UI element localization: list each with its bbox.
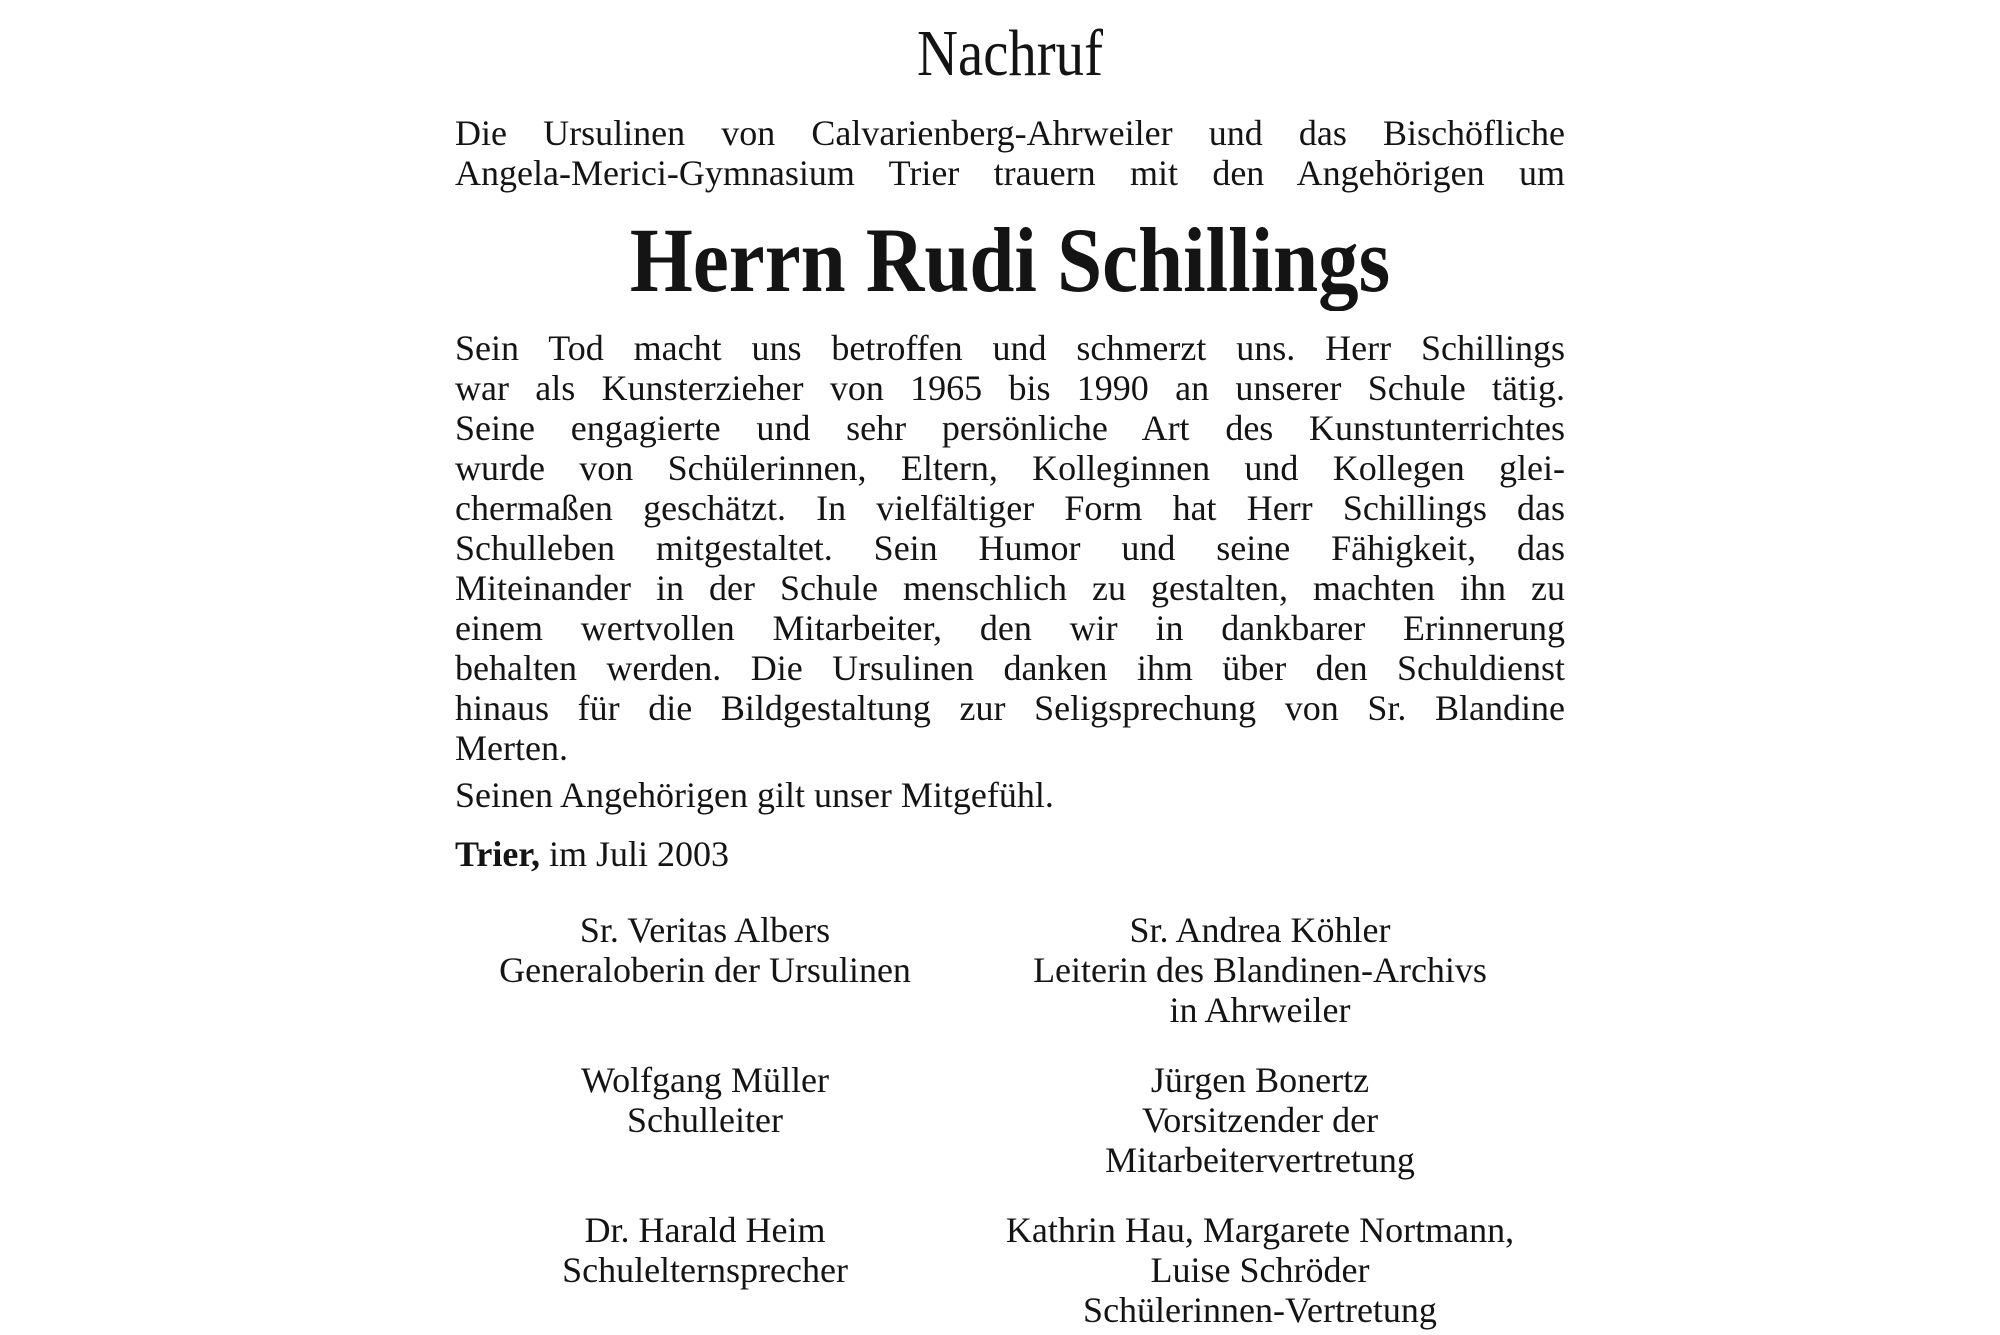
- signatory-name: Wolfgang Müller: [580, 1060, 830, 1100]
- signature-block: [455, 1210, 955, 1290]
- date: im Juli 2003: [548, 834, 730, 874]
- deceased-name: Herrn Rudi Schillings: [629, 209, 1391, 311]
- signatory-name: Sr. Veritas Albers: [579, 910, 831, 950]
- signatory-role: Schulelternsprecher: [562, 1250, 848, 1290]
- tribute-line: Miteinander in der Schule menschlich zu gestalten, machten ihn zu: [455, 568, 1565, 608]
- tribute-line: hinaus für die Bildgestaltung zur Seligsprechung von Sr. Blandine: [455, 688, 1565, 728]
- signature-block: [455, 910, 955, 990]
- signatory-role: in Ahrweiler: [1169, 990, 1351, 1030]
- tribute-line: behalten werden. Die Ursulinen danken ihm über den Schuldienst: [455, 648, 1565, 688]
- signatory-name: Jürgen Bonertz: [1150, 1060, 1370, 1100]
- signature-block: [455, 1060, 955, 1140]
- signatory-name: Dr. Harald Heim: [584, 1210, 826, 1250]
- notice-heading: Nachruf: [917, 17, 1103, 90]
- signatory-role: Generaloberin der Ursulinen: [499, 950, 911, 990]
- tribute-line: Seine engagierte und sehr persönliche Art des Kunstunterrichtes: [455, 408, 1565, 448]
- tribute-line: Merten.: [455, 728, 568, 768]
- tribute-line: Schulleben mitgestaltet. Sein Humor und seine Fähigkeit, das: [455, 528, 1565, 568]
- signatory-name: Sr. Andrea Köhler: [1129, 910, 1391, 950]
- sympathy-line: Seinen Angehörigen gilt unser Mitgefühl.: [455, 775, 1054, 815]
- intro-paragraph: [455, 113, 1565, 193]
- signatory-role: Vorsitzender der: [1141, 1100, 1379, 1140]
- signatory-name: Kathrin Hau, Margarete Nortmann,: [1005, 1210, 1515, 1250]
- signatory-role: Leiterin des Blandinen-Archivs: [1033, 950, 1487, 990]
- signature-block: [955, 1210, 1565, 1330]
- signatory-role: Mitarbeitervertretung: [1105, 1140, 1415, 1180]
- signature-block: [955, 910, 1565, 1030]
- place: Trier,: [455, 834, 540, 874]
- tribute-line: chermaßen geschätzt. In vielfältiger Form hat Herr Schillings das: [455, 488, 1565, 528]
- signatory-role: Schülerinnen-Vertretung: [1083, 1290, 1437, 1330]
- intro-line: Die Ursulinen von Calvarienberg-Ahrweiler und das Bischöfliche: [455, 113, 1565, 153]
- intro-line: Angela-Merici-Gymnasium Trier trauern mit den Angehörigen um: [455, 153, 1565, 193]
- signature-block: [955, 1060, 1565, 1180]
- signatory-role: Schulleiter: [627, 1100, 783, 1140]
- tribute-line: wurde von Schülerinnen, Eltern, Kolleginnen und Kollegen glei-: [455, 448, 1565, 488]
- place-date: [455, 834, 729, 874]
- tribute-line: war als Kunsterzieher von 1965 bis 1990 an unserer Schule tätig.: [455, 368, 1565, 408]
- tribute-line: einem wertvollen Mitarbeiter, den wir in dankbarer Erinnerung: [455, 608, 1565, 648]
- tribute-line: Sein Tod macht uns betroffen und schmerzt uns. Herr Schillings: [455, 328, 1565, 368]
- signatory-role: Luise Schröder: [1150, 1250, 1370, 1290]
- tribute-paragraph: [455, 328, 1565, 768]
